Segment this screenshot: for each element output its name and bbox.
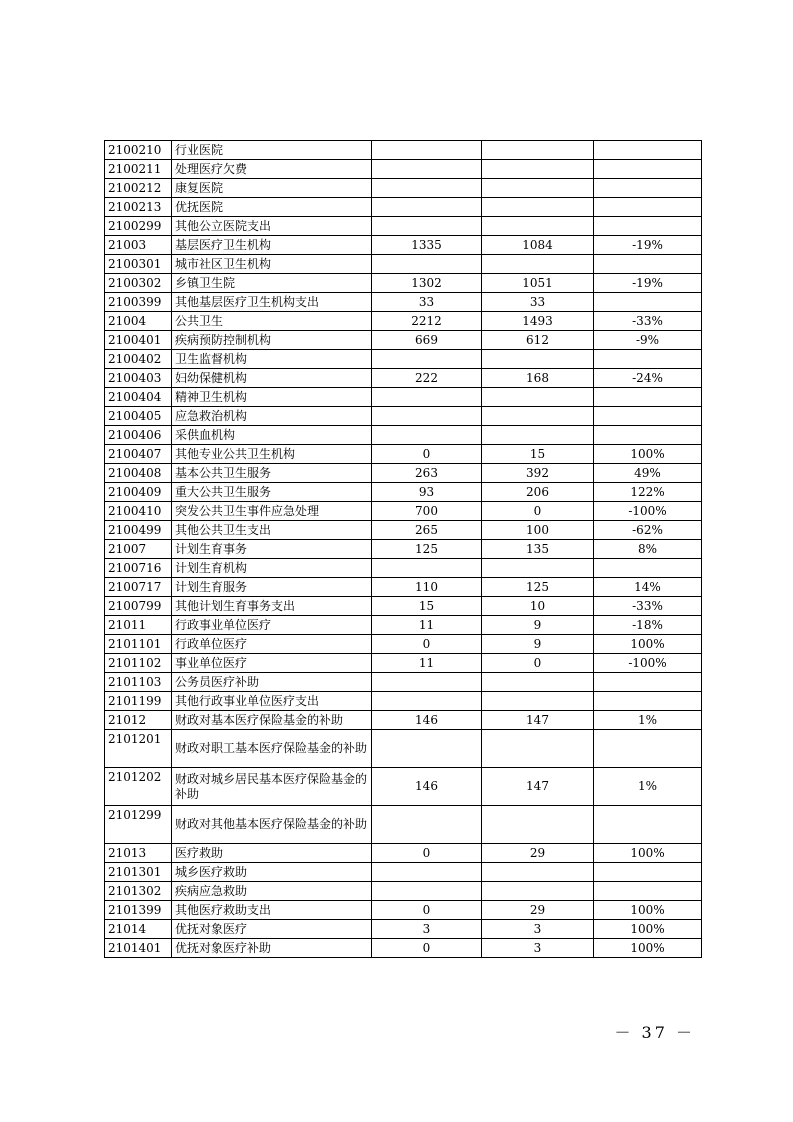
- row-value-prev: 93: [372, 483, 482, 502]
- row-value-prev: [372, 179, 482, 198]
- row-value-prev: 0: [372, 635, 482, 654]
- row-value-prev: 1335: [372, 236, 482, 255]
- table-row: [105, 559, 702, 578]
- row-code: 2100410: [105, 502, 172, 521]
- row-name: 其他基层医疗卫生机构支出: [172, 293, 372, 312]
- row-value-curr: [482, 141, 594, 160]
- row-name: 采供血机构: [172, 426, 372, 445]
- row-value-prev: [372, 350, 482, 369]
- row-value-curr: [482, 160, 594, 179]
- row-value-curr: [482, 198, 594, 217]
- row-value-curr: 1493: [482, 312, 594, 331]
- row-name: 基层医疗卫生机构: [172, 236, 372, 255]
- row-code: 2100409: [105, 483, 172, 502]
- row-value-prev: 11: [372, 654, 482, 673]
- table-row: [105, 920, 702, 939]
- row-change: 100%: [594, 920, 702, 939]
- table-row: [105, 844, 702, 863]
- row-value-prev: 0: [372, 901, 482, 920]
- row-change: [594, 293, 702, 312]
- row-code: 2100406: [105, 426, 172, 445]
- row-code: 2100210: [105, 141, 172, 160]
- row-name: 医疗救助: [172, 844, 372, 863]
- row-code: 2100212: [105, 179, 172, 198]
- row-code: 2101202: [105, 768, 172, 806]
- table-row: [105, 521, 702, 540]
- row-name: 其他公共卫生支出: [172, 521, 372, 540]
- row-value-curr: 0: [482, 502, 594, 521]
- row-value-curr: [482, 217, 594, 236]
- row-name: 其他医疗救助支出: [172, 901, 372, 920]
- row-name: 优抚对象医疗补助: [172, 939, 372, 958]
- row-code: 2101201: [105, 730, 172, 768]
- row-code: 2100717: [105, 578, 172, 597]
- table-row: [105, 274, 702, 293]
- row-name: 康复医院: [172, 179, 372, 198]
- row-name: 行业医院: [172, 141, 372, 160]
- row-name: 财政对职工基本医疗保险基金的补助: [172, 730, 372, 768]
- row-value-prev: [372, 730, 482, 768]
- row-value-prev: [372, 692, 482, 711]
- row-name: 妇幼保健机构: [172, 369, 372, 388]
- row-code: 2101399: [105, 901, 172, 920]
- row-name: 计划生育服务: [172, 578, 372, 597]
- table-row: [105, 901, 702, 920]
- budget-table-body: [105, 141, 702, 958]
- table-row: [105, 293, 702, 312]
- row-code: 2100403: [105, 369, 172, 388]
- table-row: [105, 692, 702, 711]
- row-value-curr: 206: [482, 483, 594, 502]
- row-value-curr: [482, 863, 594, 882]
- table-row: [105, 217, 702, 236]
- row-change: 1%: [594, 711, 702, 730]
- row-change: -19%: [594, 236, 702, 255]
- row-value-curr: 29: [482, 901, 594, 920]
- row-name: 事业单位医疗: [172, 654, 372, 673]
- row-value-prev: 33: [372, 293, 482, 312]
- row-value-prev: [372, 255, 482, 274]
- row-code: 2100405: [105, 407, 172, 426]
- row-code: 2100407: [105, 445, 172, 464]
- row-value-curr: 3: [482, 939, 594, 958]
- row-value-prev: [372, 559, 482, 578]
- row-name: 行政事业单位医疗: [172, 616, 372, 635]
- row-change: -24%: [594, 369, 702, 388]
- row-value-curr: 33: [482, 293, 594, 312]
- table-row: [105, 806, 702, 844]
- table-row: [105, 331, 702, 350]
- table-row: [105, 654, 702, 673]
- row-value-curr: 0: [482, 654, 594, 673]
- table-row: [105, 882, 702, 901]
- row-code: 2100299: [105, 217, 172, 236]
- table-row: [105, 160, 702, 179]
- row-change: -33%: [594, 597, 702, 616]
- row-name: 精神卫生机构: [172, 388, 372, 407]
- row-value-curr: [482, 179, 594, 198]
- row-name: 财政对城乡居民基本医疗保险基金的补助: [172, 768, 372, 806]
- row-name: 优抚对象医疗: [172, 920, 372, 939]
- row-code: 21012: [105, 711, 172, 730]
- row-value-curr: 1051: [482, 274, 594, 293]
- row-name: 公共卫生: [172, 312, 372, 331]
- row-code: 2101302: [105, 882, 172, 901]
- page-number: － 37 －: [614, 1023, 695, 1042]
- row-value-curr: 125: [482, 578, 594, 597]
- row-name: 卫生监督机构: [172, 350, 372, 369]
- row-value-curr: 29: [482, 844, 594, 863]
- row-name: 计划生育事务: [172, 540, 372, 559]
- table-row: [105, 939, 702, 958]
- row-name: 处理医疗欠费: [172, 160, 372, 179]
- row-value-prev: 125: [372, 540, 482, 559]
- row-name: 城市社区卫生机构: [172, 255, 372, 274]
- row-code: 2100716: [105, 559, 172, 578]
- row-value-curr: [482, 882, 594, 901]
- row-value-curr: 392: [482, 464, 594, 483]
- row-change: -18%: [594, 616, 702, 635]
- row-code: 2100302: [105, 274, 172, 293]
- table-row: [105, 312, 702, 331]
- row-value-prev: 0: [372, 939, 482, 958]
- row-value-curr: 3: [482, 920, 594, 939]
- row-name: 重大公共卫生服务: [172, 483, 372, 502]
- row-value-prev: 146: [372, 768, 482, 806]
- row-value-prev: 669: [372, 331, 482, 350]
- row-value-prev: [372, 198, 482, 217]
- row-value-prev: [372, 426, 482, 445]
- row-change: 100%: [594, 635, 702, 654]
- row-change: [594, 198, 702, 217]
- table-row: [105, 369, 702, 388]
- row-value-prev: 222: [372, 369, 482, 388]
- row-value-curr: 1084: [482, 236, 594, 255]
- row-change: [594, 559, 702, 578]
- row-code: 2101301: [105, 863, 172, 882]
- row-value-prev: 0: [372, 844, 482, 863]
- row-code: 21007: [105, 540, 172, 559]
- table-row: [105, 388, 702, 407]
- row-value-curr: [482, 350, 594, 369]
- row-code: 2100211: [105, 160, 172, 179]
- table-row: [105, 198, 702, 217]
- row-value-curr: 612: [482, 331, 594, 350]
- row-value-curr: [482, 388, 594, 407]
- row-change: [594, 388, 702, 407]
- row-change: -62%: [594, 521, 702, 540]
- row-change: [594, 863, 702, 882]
- row-value-prev: [372, 141, 482, 160]
- row-name: 行政单位医疗: [172, 635, 372, 654]
- row-value-curr: [482, 673, 594, 692]
- table-row: [105, 445, 702, 464]
- row-name: 基本公共卫生服务: [172, 464, 372, 483]
- row-change: [594, 882, 702, 901]
- row-value-curr: [482, 407, 594, 426]
- table-row: [105, 141, 702, 160]
- row-code: 2101103: [105, 673, 172, 692]
- table-row: [105, 768, 702, 806]
- row-value-prev: 700: [372, 502, 482, 521]
- row-change: -100%: [594, 654, 702, 673]
- row-value-prev: [372, 160, 482, 179]
- row-code: 2100799: [105, 597, 172, 616]
- row-name: 其他计划生育事务支出: [172, 597, 372, 616]
- table-row: [105, 635, 702, 654]
- row-value-prev: [372, 882, 482, 901]
- row-change: 122%: [594, 483, 702, 502]
- row-value-prev: [372, 388, 482, 407]
- row-change: 49%: [594, 464, 702, 483]
- table-row: [105, 483, 702, 502]
- row-name: 财政对其他基本医疗保险基金的补助: [172, 806, 372, 844]
- row-value-prev: 1302: [372, 274, 482, 293]
- row-value-curr: 100: [482, 521, 594, 540]
- table-row: [105, 863, 702, 882]
- row-value-prev: [372, 806, 482, 844]
- row-change: [594, 673, 702, 692]
- row-name: 城乡医疗救助: [172, 863, 372, 882]
- row-value-prev: 0: [372, 445, 482, 464]
- row-code: 21004: [105, 312, 172, 331]
- row-value-prev: 3: [372, 920, 482, 939]
- table-row: [105, 179, 702, 198]
- row-change: [594, 160, 702, 179]
- row-change: [594, 350, 702, 369]
- row-value-curr: 168: [482, 369, 594, 388]
- row-name: 疾病应急救助: [172, 882, 372, 901]
- row-name: 其他公立医院支出: [172, 217, 372, 236]
- row-code: 21013: [105, 844, 172, 863]
- row-code: 2100404: [105, 388, 172, 407]
- row-change: [594, 730, 702, 768]
- row-change: [594, 426, 702, 445]
- row-value-curr: [482, 255, 594, 274]
- row-value-curr: 10: [482, 597, 594, 616]
- row-value-curr: 9: [482, 635, 594, 654]
- table-row: [105, 540, 702, 559]
- row-change: [594, 407, 702, 426]
- row-change: [594, 255, 702, 274]
- row-value-curr: 135: [482, 540, 594, 559]
- row-change: 14%: [594, 578, 702, 597]
- row-change: [594, 217, 702, 236]
- row-change: 100%: [594, 844, 702, 863]
- row-code: 21014: [105, 920, 172, 939]
- row-change: 1%: [594, 768, 702, 806]
- row-change: 100%: [594, 445, 702, 464]
- row-name: 优抚医院: [172, 198, 372, 217]
- row-code: 2100301: [105, 255, 172, 274]
- row-code: 2100408: [105, 464, 172, 483]
- table-row: [105, 578, 702, 597]
- row-code: 2101299: [105, 806, 172, 844]
- row-value-prev: [372, 217, 482, 236]
- row-value-curr: [482, 559, 594, 578]
- row-value-curr: 9: [482, 616, 594, 635]
- table-row: [105, 673, 702, 692]
- row-code: 21003: [105, 236, 172, 255]
- row-code: 2101401: [105, 939, 172, 958]
- row-value-prev: [372, 407, 482, 426]
- row-name: 公务员医疗补助: [172, 673, 372, 692]
- row-value-prev: 263: [372, 464, 482, 483]
- budget-table: [104, 140, 702, 958]
- table-row: [105, 350, 702, 369]
- row-value-curr: [482, 730, 594, 768]
- row-change: 8%: [594, 540, 702, 559]
- row-value-prev: [372, 863, 482, 882]
- row-code: 2101102: [105, 654, 172, 673]
- row-value-curr: 147: [482, 711, 594, 730]
- table-row: [105, 711, 702, 730]
- row-code: 2100499: [105, 521, 172, 540]
- row-name: 计划生育机构: [172, 559, 372, 578]
- row-change: [594, 692, 702, 711]
- table-row: [105, 407, 702, 426]
- row-value-curr: [482, 426, 594, 445]
- row-value-prev: 110: [372, 578, 482, 597]
- row-code: 21011: [105, 616, 172, 635]
- row-change: 100%: [594, 939, 702, 958]
- row-name: 其他专业公共卫生机构: [172, 445, 372, 464]
- table-row: [105, 730, 702, 768]
- table-row: [105, 255, 702, 274]
- row-code: 2100401: [105, 331, 172, 350]
- row-code: 2101101: [105, 635, 172, 654]
- row-change: 100%: [594, 901, 702, 920]
- row-name: 财政对基本医疗保险基金的补助: [172, 711, 372, 730]
- row-change: [594, 806, 702, 844]
- table-row: [105, 426, 702, 445]
- row-change: [594, 179, 702, 198]
- row-code: 2101199: [105, 692, 172, 711]
- row-name: 疾病预防控制机构: [172, 331, 372, 350]
- row-change: -100%: [594, 502, 702, 521]
- row-value-curr: [482, 806, 594, 844]
- row-code: 2100399: [105, 293, 172, 312]
- row-value-prev: 15: [372, 597, 482, 616]
- row-change: -33%: [594, 312, 702, 331]
- row-value-curr: 147: [482, 768, 594, 806]
- row-name: 乡镇卫生院: [172, 274, 372, 293]
- row-code: 2100402: [105, 350, 172, 369]
- row-code: 2100213: [105, 198, 172, 217]
- row-value-prev: [372, 673, 482, 692]
- row-change: -19%: [594, 274, 702, 293]
- table-row: [105, 502, 702, 521]
- row-name: 其他行政事业单位医疗支出: [172, 692, 372, 711]
- row-value-prev: 11: [372, 616, 482, 635]
- row-name: 突发公共卫生事件应急处理: [172, 502, 372, 521]
- row-value-prev: 2212: [372, 312, 482, 331]
- row-change: [594, 141, 702, 160]
- row-name: 应急救治机构: [172, 407, 372, 426]
- row-value-curr: 15: [482, 445, 594, 464]
- row-change: -9%: [594, 331, 702, 350]
- table-row: [105, 616, 702, 635]
- table-row: [105, 236, 702, 255]
- table-row: [105, 464, 702, 483]
- table-row: [105, 597, 702, 616]
- row-value-curr: [482, 692, 594, 711]
- row-value-prev: 146: [372, 711, 482, 730]
- row-value-prev: 265: [372, 521, 482, 540]
